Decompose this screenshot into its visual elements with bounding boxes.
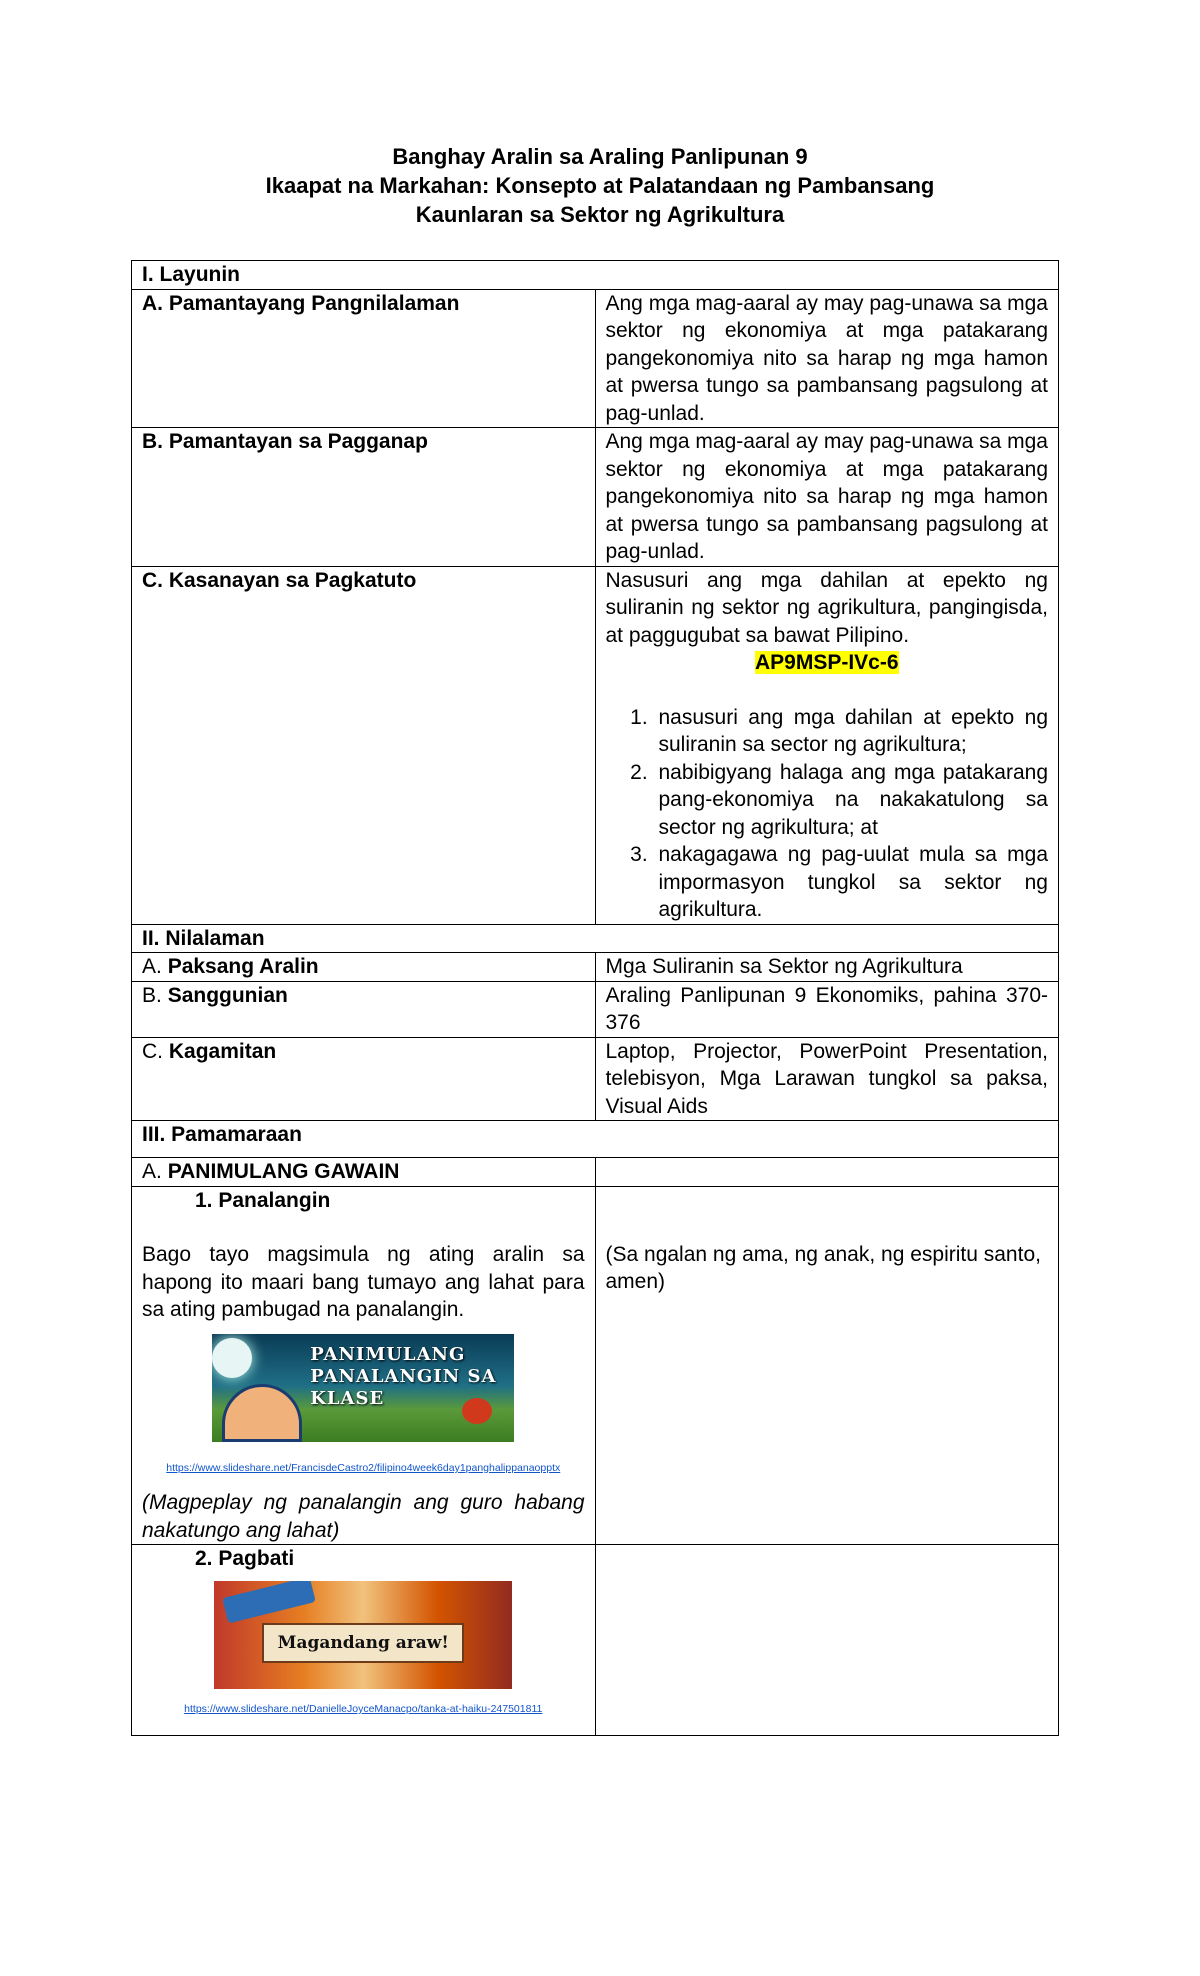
paksang-aralin-value: Mga Suliranin sa Sektor ng Agrikultura	[595, 953, 1059, 982]
kagamitan-value: Laptop, Projector, PowerPoint Presentation, telebisyon, Mga Larawan tungkol sa paksa, Visual Aids	[595, 1037, 1059, 1121]
panalangin-response: (Sa ngalan ng ama, ng anak, ng espiritu santo, amen)	[605, 1242, 1041, 1293]
panalangin-label: 1. Panalangin	[195, 1188, 331, 1212]
table-row	[132, 1158, 1059, 1187]
pagbati-image	[214, 1581, 512, 1689]
table-row	[132, 566, 1059, 924]
table-row	[132, 1545, 1059, 1736]
pencil-icon	[222, 1581, 316, 1624]
panalangin-response-cell	[595, 1186, 1059, 1545]
plan-title: Banghay Aralin sa Araling Panlipunan 9	[392, 144, 808, 169]
pamamaraan-header-row	[132, 1121, 1059, 1158]
panalangin-link[interactable]: https://www.slideshare.net/FrancisdeCastro2/filipino4week6day1panghalippanaopptx	[166, 1462, 561, 1474]
kasanayan-text: Nasusuri ang mga dahilan at epekto ng suliranin ng sektor ng agrikultura, pangingisda, at paggugubat sa bawat Pilipino.	[605, 568, 1048, 647]
panalangin-image-text: PANIMULANG PANALANGIN SA KLASE	[310, 1343, 497, 1409]
pagbati-image-text: Magandang araw!	[262, 1623, 464, 1663]
paksang-aralin-label: A. Paksang Aralin	[132, 953, 596, 982]
plan-subtitle-2: Kaunlaran sa Sektor ng Agrikultura	[415, 202, 785, 227]
list-item: 1. nasusuri ang mga dahilan at epekto ng suliranin sa sector ng agrikultura;	[654, 704, 1049, 759]
nilalaman-header-row	[132, 924, 1059, 953]
pagbati-cell	[132, 1545, 596, 1736]
panimulang-gawain-label: A. PANIMULANG GAWAIN	[132, 1158, 596, 1187]
kasanayan-cell	[595, 566, 1059, 924]
children-praying-icon	[222, 1384, 302, 1442]
kagamitan-label: C. Kagamitan	[132, 1037, 596, 1121]
table-row	[132, 1037, 1059, 1121]
pamantayang-pangnilalaman-text: Ang mga mag-aaral ay may pag-unawa sa mga sektor ng ekonomiya at mga patakarang pangekonomiya nito sa harap ng mga hamon at pwersa tungo sa pambansang pagsulong at pag-unlad.	[595, 289, 1059, 428]
list-item: 2. nabibigyang halaga ang mga patakarang pang-ekonomiya na nakakatulong sa sector ng agrikultura; at	[654, 759, 1049, 842]
table-row	[132, 289, 1059, 428]
objectives-list	[606, 704, 1049, 924]
panalangin-cell	[132, 1186, 596, 1545]
pagbati-label: 2. Pagbati	[195, 1547, 295, 1570]
table-row	[132, 981, 1059, 1037]
table-row	[132, 953, 1059, 982]
tree-icon	[462, 1398, 492, 1424]
panalangin-note: (Magpeplay ng panalangin ang guro habang nakatungo ang lahat)	[142, 1491, 585, 1542]
layunin-heading: I. Layunin	[132, 261, 1059, 290]
sanggunian-value: Araling Panlipunan 9 Ekonomiks, pahina 370-376	[595, 981, 1059, 1037]
competency-code: AP9MSP-IVc-6	[754, 651, 899, 674]
panalangin-image	[212, 1334, 514, 1442]
table-row	[132, 1186, 1059, 1545]
pamantayang-pangnilalaman-label: A. Pamantayang Pangnilalaman	[132, 289, 596, 428]
layunin-header-row	[132, 261, 1059, 290]
table-row	[132, 428, 1059, 567]
lesson-plan-table	[131, 260, 1059, 1736]
pamamaraan-heading: III. Pamamaraan	[132, 1121, 1059, 1158]
pamantayan-sa-pagganap-text: Ang mga mag-aaral ay may pag-unawa sa mga sektor ng ekonomiya at mga patakarang pangekonomiya nito sa harap ng mga hamon at pwersa tungo sa pambansang pagsulong at pag-unlad.	[595, 428, 1059, 567]
plan-subtitle: Ikaapat na Markahan: Konsepto at Palatandaan ng Pambansang	[265, 173, 935, 198]
kasanayan-label: C. Kasanayan sa Pagkatuto	[132, 566, 596, 924]
list-item: 3. nakagagawa ng pag-uulat mula sa mga impormasyon tungkol sa sektor ng agrikultura.	[654, 841, 1049, 924]
pagbati-response-cell	[595, 1545, 1059, 1736]
pamantayan-sa-pagganap-label: B. Pamantayan sa Pagganap	[132, 428, 596, 567]
panalangin-text: Bago tayo magsimula ng ating aralin sa hapong ito maari bang tumayo ang lahat para sa ating pambugad na panalangin.	[142, 1243, 585, 1321]
pagbati-link[interactable]: https://www.slideshare.net/DanielleJoyceManacpo/tanka-at-haiku-247501811	[184, 1703, 543, 1715]
sanggunian-label: B. Sanggunian	[132, 981, 596, 1037]
nilalaman-heading: II. Nilalaman	[132, 924, 1059, 953]
moon-icon	[212, 1338, 252, 1378]
panimulang-gawain-empty	[595, 1158, 1059, 1187]
